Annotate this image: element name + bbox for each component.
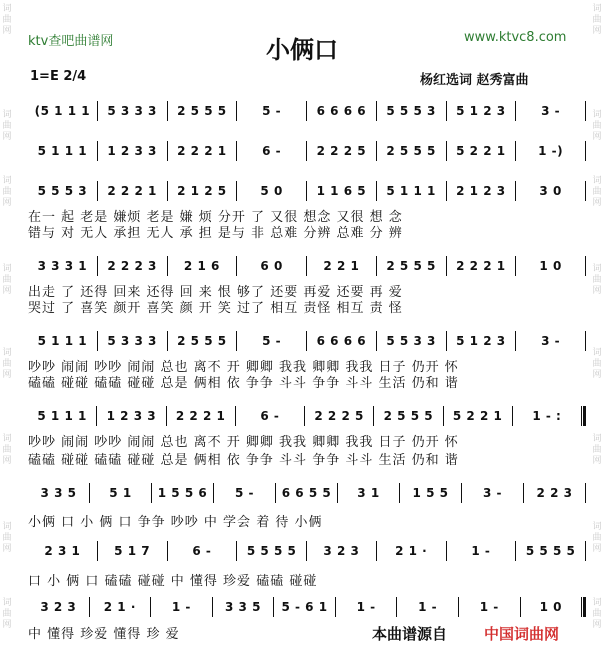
measure: 6 - <box>192 544 212 558</box>
measure: 2 1 6 <box>183 259 220 273</box>
watermark-glyph: 网 <box>2 26 12 36</box>
measure: 3 - <box>541 104 561 118</box>
watermark-glyph: 词 <box>592 348 602 358</box>
watermark-glyph: 词 <box>592 4 602 14</box>
watermark-glyph: 网 <box>592 620 602 630</box>
watermark-glyphs <box>590 176 604 209</box>
measure: 5 5 5 3 <box>386 104 436 118</box>
watermark-glyph: 曲 <box>592 359 602 369</box>
notation-row <box>28 181 586 201</box>
measure: 1 - <box>471 544 491 558</box>
measure: 6 - <box>262 144 282 158</box>
measure: 3 3 5 <box>40 486 77 500</box>
watermark-glyph: 词 <box>2 264 12 274</box>
measure: 6 - <box>260 409 280 423</box>
lyric-line: 小俩 口 小 俩 口 争争 吵吵 中 学会 着 待 小俩 <box>28 515 323 530</box>
measure: 2 2 2 1 <box>107 184 157 198</box>
watermark-glyph: 词 <box>592 176 602 186</box>
measure: 5 1 1 1 <box>37 334 88 348</box>
watermark-glyph: 网 <box>2 132 12 142</box>
measure: 6 0 <box>260 259 283 273</box>
watermark-glyph: 曲 <box>592 609 602 619</box>
site-name-left: ktv查吧曲谱网 <box>28 34 114 49</box>
watermark-glyphs <box>590 110 604 143</box>
measure: 1 1 6 5 <box>316 184 367 198</box>
watermark-glyph: 词 <box>592 434 602 444</box>
watermark-glyph: 曲 <box>592 533 602 543</box>
watermark-glyph: 网 <box>2 456 12 466</box>
measure: 5 1 1 1 <box>37 144 88 158</box>
measure: 2 5 5 5 <box>386 144 436 158</box>
measure: 3 2 3 <box>40 600 77 614</box>
footer-source-text: 本曲谱源自 <box>372 625 448 643</box>
measure: 5 1 1 1 <box>37 409 87 423</box>
watermark-glyphs <box>590 434 604 467</box>
watermark-glyphs <box>0 264 14 297</box>
bar-line <box>585 331 586 351</box>
bar-line <box>585 541 586 561</box>
watermark-glyph: 词 <box>2 598 12 608</box>
watermark-glyphs <box>0 110 14 143</box>
watermark-glyph: 曲 <box>2 359 12 369</box>
notation-row <box>28 141 586 161</box>
measure: 5 5 5 5 <box>525 544 576 558</box>
measure: (5 1 1 1 <box>34 104 91 118</box>
watermark-glyphs <box>590 598 604 631</box>
bar-line <box>585 181 586 201</box>
lyric-line: 在一 起 老是 嫌烦 老是 嫌 烦 分开 了 又很 想念 又很 想 念 <box>28 210 403 225</box>
measure: 2 2 2 1 <box>177 144 227 158</box>
lyric-line: 吵吵 闹闹 吵吵 闹闹 总也 离不 开 卿卿 我我 卿卿 我我 日子 仍开 怀 <box>28 360 459 375</box>
measure: 2 3 1 <box>44 544 81 558</box>
measure: 2 5 5 5 <box>386 259 436 273</box>
watermark-glyph: 曲 <box>592 187 602 197</box>
measure: 2 1 2 3 <box>456 184 506 198</box>
notation-row <box>28 256 586 276</box>
measure: 5 5 3 3 <box>386 334 436 348</box>
watermark-glyph: 网 <box>592 132 602 142</box>
watermark-glyphs <box>590 522 604 555</box>
watermark-glyph: 网 <box>592 286 602 296</box>
site-url-right: www.ktvc8.com <box>464 30 567 45</box>
watermark-glyph: 曲 <box>592 15 602 25</box>
measure: 5 3 3 3 <box>107 104 157 118</box>
measure: 5 - 6 1 <box>281 600 328 614</box>
measure: 5 2 2 1 <box>456 144 506 158</box>
watermark-glyph: 曲 <box>2 533 12 543</box>
measure: 5 1 7 <box>114 544 151 558</box>
measure: 3 2 3 <box>323 544 360 558</box>
measure: 2 1 · <box>103 600 136 614</box>
measure: 5 1 1 1 <box>386 184 436 198</box>
measure: 1 5 5 6 <box>157 486 208 500</box>
watermark-glyph: 网 <box>592 370 602 380</box>
measure: 2 2 2 5 <box>316 144 367 158</box>
measure: 5 1 2 3 <box>456 104 506 118</box>
measure: 1 0 <box>539 600 562 614</box>
watermark-glyph: 词 <box>592 264 602 274</box>
measure: 3 1 <box>357 486 380 500</box>
footer-site-name: 中国词曲网 <box>484 625 560 643</box>
bar-line <box>585 101 586 121</box>
watermark-glyph: 词 <box>2 522 12 532</box>
measure: 3 0 <box>539 184 562 198</box>
watermark-glyph: 网 <box>2 286 12 296</box>
watermark-glyph: 曲 <box>2 275 12 285</box>
watermark-glyph: 网 <box>592 456 602 466</box>
measure: 2 5 5 5 <box>177 334 227 348</box>
measure: 3 3 3 1 <box>37 259 88 273</box>
measure: 5 - <box>234 486 254 500</box>
measure: 2 2 1 <box>323 259 360 273</box>
bar-line <box>585 256 586 276</box>
notation-row <box>28 101 586 121</box>
measure: 5 1 <box>109 486 132 500</box>
measure: 2 2 3 <box>536 486 573 500</box>
measure: 5 5 5 3 <box>37 184 88 198</box>
measure: 5 - <box>262 334 282 348</box>
credits: 杨红选词 赵秀富曲 <box>420 73 529 88</box>
notation-row <box>28 483 586 503</box>
watermark-glyph: 网 <box>2 198 12 208</box>
lyric-line: 磕磕 碰碰 磕磕 碰碰 总是 俩相 依 争争 斗斗 争争 斗斗 生活 仍和 谐 <box>28 453 459 468</box>
watermark-glyphs <box>0 434 14 467</box>
measure: 2 2 2 3 <box>107 259 157 273</box>
measure: 1 - <box>356 600 376 614</box>
notation-row <box>28 331 586 351</box>
song-title: 小俩口 <box>266 36 338 64</box>
measure: 5 0 <box>260 184 283 198</box>
measure: 1 - <box>418 600 438 614</box>
measure: 2 2 2 1 <box>456 259 506 273</box>
watermark-glyphs <box>590 348 604 381</box>
measure: 1 2 3 3 <box>107 144 157 158</box>
measure: 6 6 5 5 <box>281 486 332 500</box>
watermark-glyphs <box>0 4 14 37</box>
watermark-glyph: 网 <box>592 198 602 208</box>
watermark-glyphs <box>590 264 604 297</box>
watermark-glyph: 网 <box>592 26 602 36</box>
watermark-glyph: 曲 <box>2 121 12 131</box>
measure: 1 - <box>171 600 191 614</box>
final-bar-line <box>581 597 586 617</box>
measure: 3 3 5 <box>225 600 261 614</box>
watermark-glyph: 词 <box>2 434 12 444</box>
measure: 5 5 5 5 <box>246 544 297 558</box>
watermark-glyph: 曲 <box>2 445 12 455</box>
watermark-glyph: 曲 <box>592 445 602 455</box>
watermark-glyphs <box>0 522 14 555</box>
watermark-glyph: 网 <box>2 370 12 380</box>
watermark-glyph: 词 <box>2 176 12 186</box>
watermark-glyph: 曲 <box>2 15 12 25</box>
bar-line <box>585 483 586 503</box>
key-signature: 1=E 2/4 <box>30 69 87 84</box>
measure: 2 2 2 5 <box>314 409 364 423</box>
measure: 2 1 2 5 <box>177 184 227 198</box>
watermark-glyphs <box>0 348 14 381</box>
watermark-glyph: 词 <box>592 598 602 608</box>
measure: 1 5 5 <box>412 486 449 500</box>
watermark-glyph: 曲 <box>592 275 602 285</box>
measure: 3 - <box>482 486 502 500</box>
measure: 2 5 5 5 <box>383 409 434 423</box>
measure: 2 2 2 1 <box>175 409 226 423</box>
watermark-glyph: 网 <box>2 620 12 630</box>
lyric-line: 口 小 俩 口 磕磕 碰碰 中 懂得 珍爱 磕磕 碰碰 <box>28 574 318 589</box>
lyric-line: 吵吵 闹闹 吵吵 闹闹 总也 离不 开 卿卿 我我 卿卿 我我 日子 仍开 怀 <box>28 435 459 450</box>
measure: 2 1 · <box>395 544 428 558</box>
repeat-bar-line <box>581 406 586 426</box>
watermark-glyph: 曲 <box>2 187 12 197</box>
watermark-glyph: 曲 <box>592 121 602 131</box>
measure: 1 2 3 3 <box>106 409 157 423</box>
watermark-glyph: 词 <box>2 348 12 358</box>
watermark-glyph: 网 <box>592 544 602 554</box>
bar-line <box>585 141 586 161</box>
measure: 2 5 5 5 <box>177 104 227 118</box>
lyric-line: 中 懂得 珍爱 懂得 珍 爱 <box>28 627 180 642</box>
measure: 6 6 6 6 <box>316 104 367 118</box>
watermark-glyph: 词 <box>2 4 12 14</box>
lyric-line: 哭过 了 喜笑 颜开 喜笑 颜 开 笑 过了 相互 责怪 相互 责 怪 <box>28 301 403 316</box>
watermark-glyph: 网 <box>2 544 12 554</box>
measure: 6 6 6 6 <box>316 334 367 348</box>
watermark-glyph: 曲 <box>2 609 12 619</box>
watermark-glyphs <box>0 598 14 631</box>
lyric-line: 出走 了 还得 回来 还得 回 来 恨 够了 还要 再爱 还要 再 爱 <box>28 285 403 300</box>
measure: 1 - <box>479 600 499 614</box>
watermark-glyph: 词 <box>592 110 602 120</box>
measure: 5 - <box>262 104 282 118</box>
lyric-line: 磕磕 碰碰 磕磕 碰碰 总是 俩相 依 争争 斗斗 争争 斗斗 生活 仍和 谐 <box>28 376 459 391</box>
watermark-glyph: 词 <box>592 522 602 532</box>
watermark-glyphs <box>0 176 14 209</box>
lyric-line: 错与 对 无人 承担 无人 承 担 是与 非 总难 分辨 总难 分 辨 <box>28 226 403 241</box>
measure: 1 -) <box>538 144 564 158</box>
measure: 5 2 2 1 <box>452 409 503 423</box>
measure: 5 3 3 3 <box>107 334 157 348</box>
notation-row <box>28 597 586 617</box>
measure: 1 0 <box>539 259 562 273</box>
measure: 1 - : <box>532 409 562 423</box>
notation-row <box>28 406 586 426</box>
watermark-glyphs <box>590 4 604 37</box>
measure: 3 - <box>541 334 561 348</box>
watermark-glyph: 词 <box>2 110 12 120</box>
notation-row <box>28 541 586 561</box>
measure: 5 1 2 3 <box>456 334 506 348</box>
